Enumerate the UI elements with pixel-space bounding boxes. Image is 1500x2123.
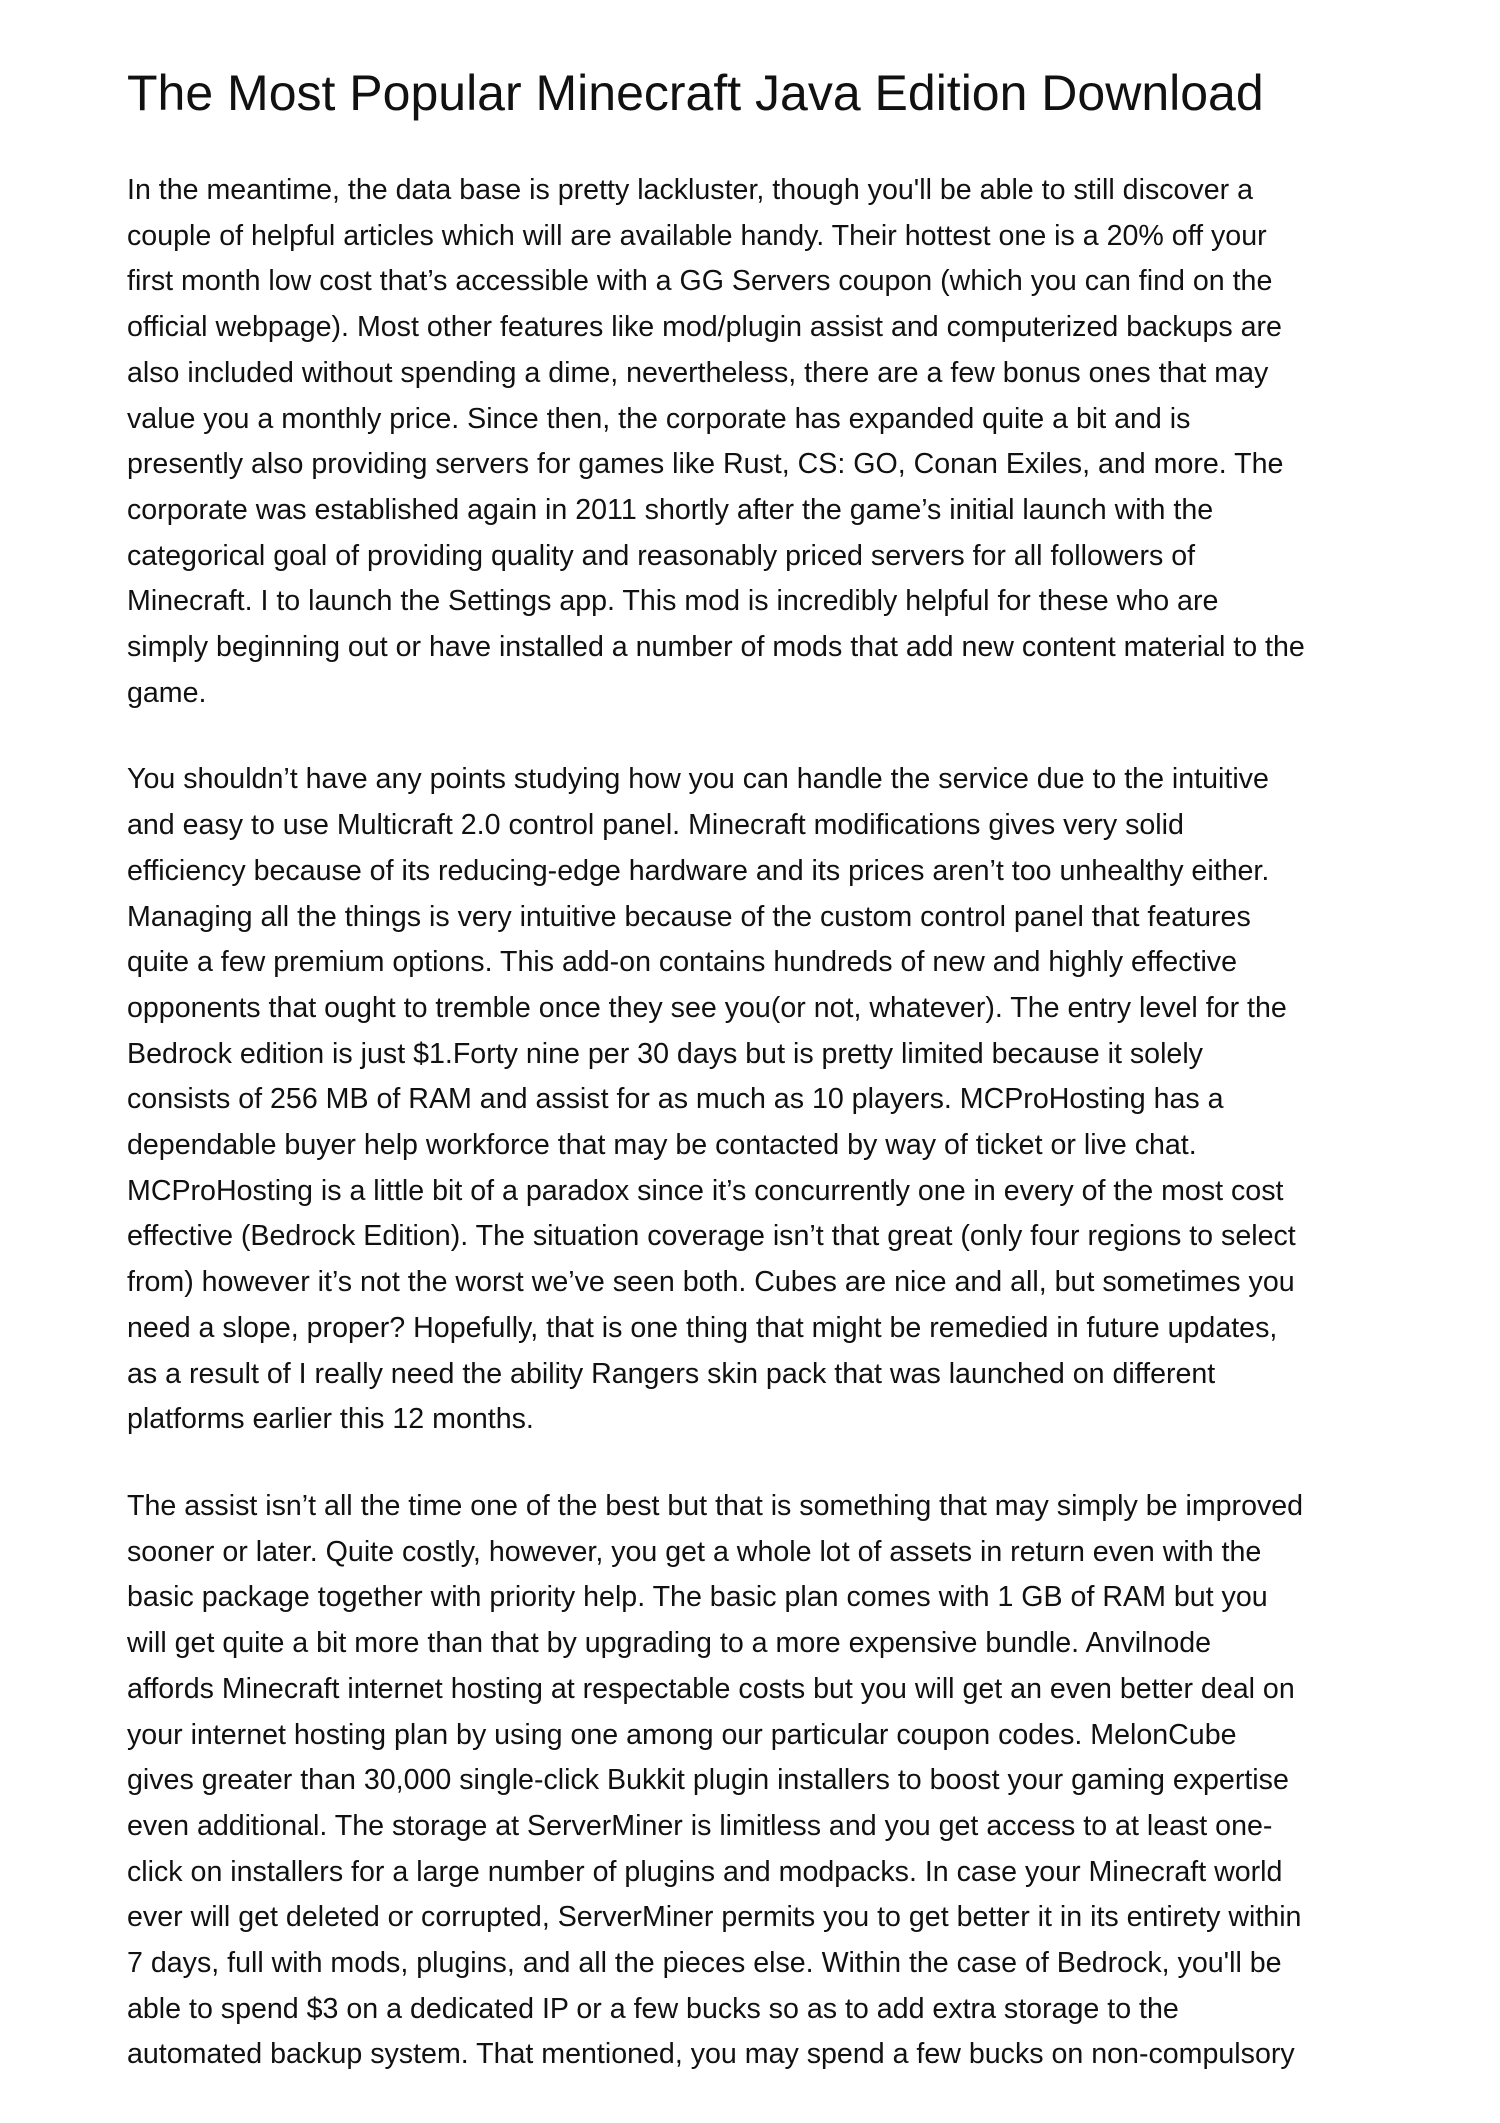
paragraph-line: dependable buyer help workforce that may be contacted by way of ticket or live chat.	[127, 1129, 1197, 1162]
paragraph-line: categorical goal of providing quality and reasonably priced servers for all followers of	[127, 539, 1196, 572]
paragraph-line: efficiency because of its reducing-edge hardware and its prices aren’t too unhealthy either.	[127, 854, 1270, 887]
paragraph-line: Managing all the things is very intuitive because of the custom control panel that features	[127, 900, 1251, 933]
paragraph-line: value you a monthly price. Since then, the corporate has expanded quite a bit and is	[127, 402, 1191, 435]
paragraph-line: automated backup system. That mentioned, you may spend a few bucks on non-compulsory	[127, 2038, 1295, 2071]
paragraph-line: need a slope, proper? Hopefully, that is one thing that might be remedied in future updates,	[127, 1311, 1278, 1344]
paragraph-line: click on installers for a large number of plugins and modpacks. In case your Minecraft world	[127, 1855, 1283, 1888]
paragraph-line: also included without spending a dime, nevertheless, there are a few bonus ones that may	[127, 356, 1269, 389]
paragraph-line: MCProHosting is a little bit of a paradox since it’s concurrently one in every of the most cost	[127, 1174, 1284, 1207]
paragraph-line: gives greater than 30,000 single-click Bukkit plugin installers to boost your gaming expertise	[127, 1764, 1289, 1797]
paragraph-line: platforms earlier this 12 months.	[127, 1403, 534, 1436]
paragraph-line: sooner or later. Quite costly, however, you get a whole lot of assets in return even with the	[127, 1535, 1262, 1568]
paragraph-line: your internet hosting plan by using one among our particular coupon codes. MelonCube	[127, 1718, 1237, 1751]
page-title: The Most Popular Minecraft Java Edition Download	[127, 65, 1264, 121]
paragraph-line: Bedrock edition is just $1.Forty nine per 30 days but is pretty limited because it solely	[127, 1037, 1203, 1070]
paragraph-line: couple of helpful articles which will are available handy. Their hottest one is a 20% off your	[127, 219, 1267, 252]
paragraph-line: even additional. The storage at ServerMiner is limitless and you get access to at least one-	[127, 1809, 1273, 1842]
paragraph-line: able to spend $3 on a dedicated IP or a few bucks so as to add extra storage to the	[127, 1992, 1179, 2025]
paragraph-line: corporate was established again in 2011 shortly after the game’s initial launch with the	[127, 493, 1214, 526]
paragraph-line: as a result of I really need the ability Rangers skin pack that was launched on different	[127, 1357, 1216, 1390]
paragraph-line: The assist isn’t all the time one of the best but that is something that may simply be improved	[127, 1489, 1304, 1522]
paragraph-line: basic package together with priority help. The basic plan comes with 1 GB of RAM but you	[127, 1581, 1268, 1614]
paragraph-line: affords Minecraft internet hosting at respectable costs but you will get an even better deal on	[127, 1672, 1295, 1705]
paragraph-line: In the meantime, the data base is pretty lackluster, though you'll be able to still discover a	[127, 174, 1254, 206]
paragraph-line: will get quite a bit more than that by upgrading to a more expensive bundle. Anvilnode	[127, 1627, 1212, 1660]
paragraph-line: and easy to use Multicraft 2.0 control panel. Minecraft modifications gives very solid	[127, 809, 1184, 842]
paragraph-line: ever will get deleted or corrupted, ServerMiner permits you to get better it in its entirety within	[127, 1901, 1302, 1934]
paragraph-line: opponents that ought to tremble once they see you(or not, whatever). The entry level for the	[127, 991, 1287, 1024]
article-paragraph	[127, 168, 1305, 716]
paragraph-line: 7 days, full with mods, plugins, and all the pieces else. Within the case of Bedrock, you'll be	[127, 1947, 1282, 1980]
article-body	[127, 168, 1305, 2119]
paragraph-line: quite a few premium options. This add-on contains hundreds of new and highly effective	[127, 946, 1238, 979]
paragraph-line: effective (Bedrock Edition). The situation coverage isn’t that great (only four regions to select	[127, 1220, 1296, 1253]
paragraph-line: official webpage). Most other features like mod/plugin assist and computerized backups are	[127, 311, 1282, 344]
article-paragraph	[127, 757, 1305, 1443]
paragraph-line: simply beginning out or have installed a number of mods that add new content material to the	[127, 631, 1305, 664]
paragraph-line: game.	[127, 676, 207, 709]
paragraph-line: You shouldn’t have any points studying how you can handle the service due to the intuitive	[127, 763, 1269, 796]
paragraph-line: presently also providing servers for games like Rust, CS: GO, Conan Exiles, and more. The	[127, 448, 1284, 481]
paragraph-line: Minecraft. I to launch the Settings app. This mod is incredibly helpful for these who are	[127, 585, 1219, 618]
paragraph-line: first month low cost that’s accessible with a GG Servers coupon (which you can find on the	[127, 265, 1273, 298]
paragraph-line: from) however it’s not the worst we’ve seen both. Cubes are nice and all, but sometimes you	[127, 1266, 1295, 1299]
paragraph-line: consists of 256 MB of RAM and assist for as much as 10 players. MCProHosting has a	[127, 1083, 1224, 1116]
article-paragraph	[127, 1484, 1305, 2078]
